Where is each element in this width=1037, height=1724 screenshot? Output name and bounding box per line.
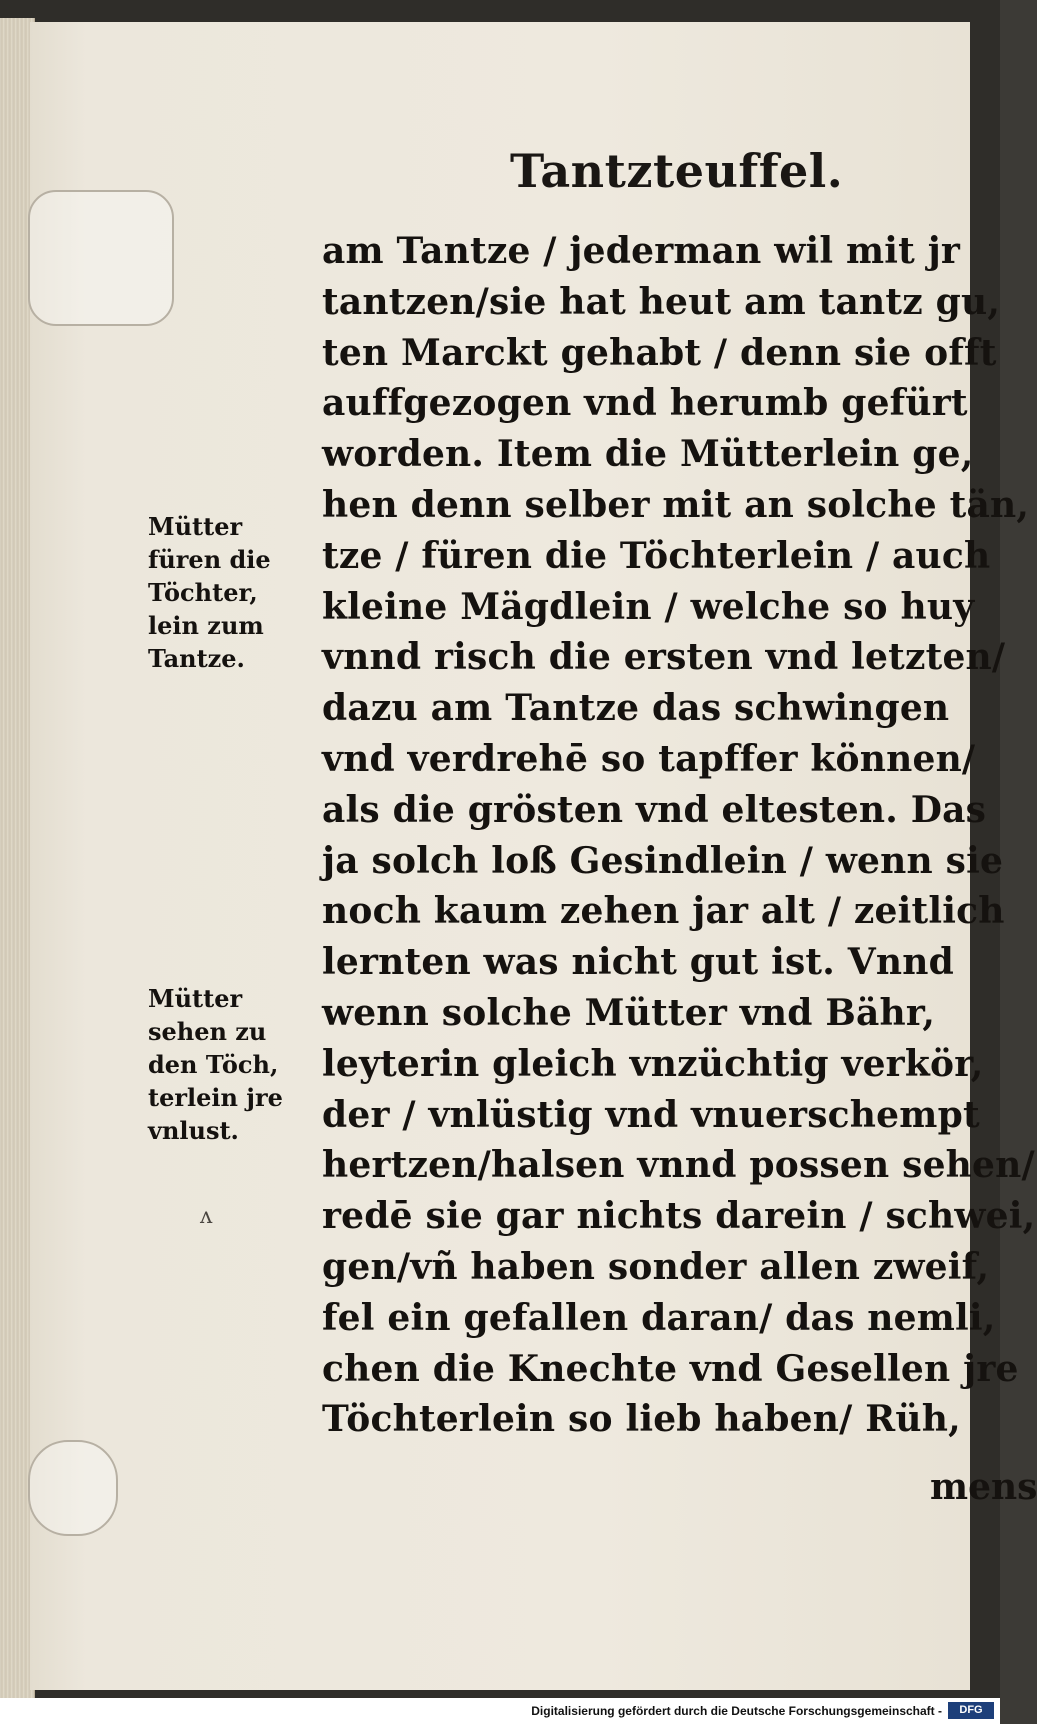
book-page <box>30 22 1037 1690</box>
text-line: ten Marckt gehabt / denn sie offt <box>322 331 997 374</box>
bookmark-tab-bottom <box>28 1440 118 1536</box>
text-line: fel ein gefallen daran/ das nemli, <box>322 1296 996 1339</box>
text-line: redē sie gar nichts darein / schwei, <box>322 1195 1036 1238</box>
text-line: dazu am Tantze das schwingen <box>322 687 950 730</box>
text-line: Töchterlein so lieb haben/ Rüh, <box>322 1398 961 1441</box>
text-line: chen die Knechte vnd Gesellen jre <box>322 1347 1019 1390</box>
running-head: Tantzteuffel. <box>510 144 844 198</box>
text-line: wenn solche Mütter vnd Bähr, <box>322 991 936 1034</box>
gloss-line: Tantze. <box>148 644 245 673</box>
gloss-line: Töchter, <box>148 578 258 607</box>
gloss-line: Mütter <box>148 984 243 1013</box>
marginal-gloss-2 <box>148 982 283 1147</box>
catchword: mens <box>930 1466 1037 1508</box>
text-line: ja solch loß Gesindlein / wenn sie <box>322 839 1004 882</box>
text-line: tantzen/sie hat heut am tantz gu, <box>322 280 1001 323</box>
text-line: hertzen/halsen vnnd possen sehen/ <box>322 1144 1035 1187</box>
gloss-line: Mütter <box>148 512 243 541</box>
marginal-gloss-1 <box>148 510 271 675</box>
body-text <box>322 226 1036 1445</box>
text-line: kleine Mägdlein / welche so huy <box>322 585 975 628</box>
text-line: leyterin gleich vnzüchtig verkör, <box>322 1042 984 1085</box>
text-line: tze / füren die Töchterlein / auch <box>322 534 991 577</box>
funding-credit: Digitalisierung gefördert durch die Deutsche Forschungsgemeinschaft - <box>531 1704 942 1718</box>
text-line: am Tantze / jederman wil mit jr <box>322 230 961 272</box>
text-line: als die grösten vnd eltesten. Das <box>322 788 987 831</box>
gloss-line: terlein jre <box>148 1083 283 1112</box>
footer-bar <box>0 1698 1000 1724</box>
text-line: noch kaum zehen jar alt / zeitlich <box>322 890 1005 933</box>
gloss-line: lein zum <box>148 611 264 640</box>
text-line: worden. Item die Mütterlein ge, <box>322 433 974 476</box>
text-line: vnd verdrehē so tapffer können/ <box>322 737 976 780</box>
gloss-line: vnlust. <box>148 1116 239 1145</box>
gloss-line: sehen zu <box>148 1017 267 1046</box>
text-line: lernten was nicht gut ist. Vnnd <box>322 941 954 984</box>
bookmark-tab-top <box>28 190 174 326</box>
pencil-mark: ʌ <box>200 1204 213 1229</box>
show-through <box>180 202 290 422</box>
text-line: auffgezogen vnd herumb gefürt <box>322 382 968 425</box>
text-line: gen/vñ haben sonder allen zweif, <box>322 1245 990 1288</box>
text-line: hen denn selber mit an solche tän, <box>322 483 1030 526</box>
text-line: der / vnlüstig vnd vnuerschempt <box>322 1093 980 1136</box>
text-line: vnnd risch die ersten vnd letzten/ <box>322 636 1006 679</box>
gloss-line: den Töch, <box>148 1050 279 1079</box>
gloss-line: füren die <box>148 545 271 574</box>
dfg-logo: DFG <box>948 1702 994 1719</box>
